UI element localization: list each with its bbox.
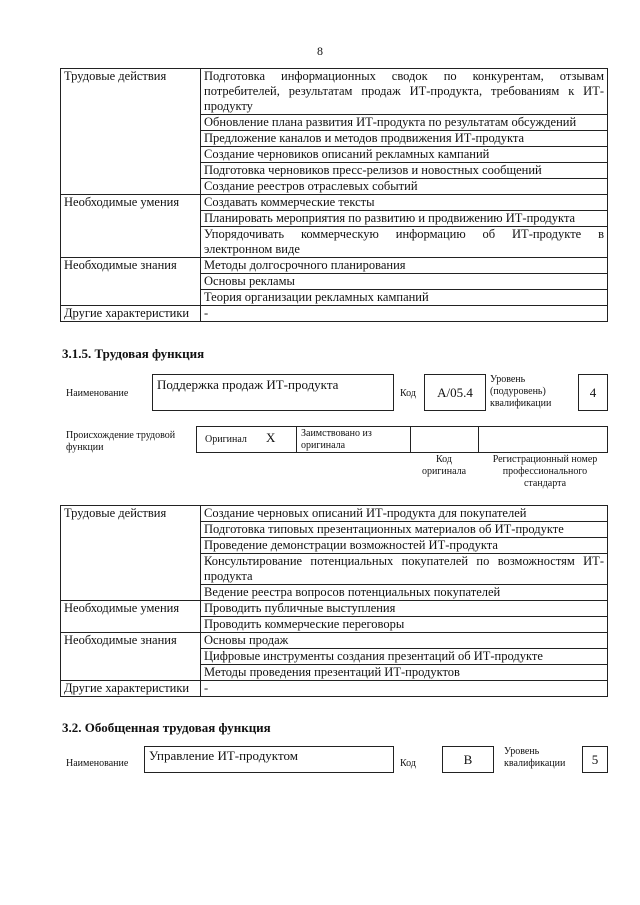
level-label: Уровень (подуровень) квалификации bbox=[490, 374, 552, 409]
level-value-box-3-2 bbox=[582, 746, 608, 773]
section-heading-3-2: 3.2. Обобщенная трудовая функция bbox=[62, 720, 271, 735]
origin-divider-2 bbox=[410, 426, 411, 453]
row-item: Цифровые инструменты создания презентаций об ИТ-продукте bbox=[201, 649, 608, 665]
row-item: Основы рекламы bbox=[201, 274, 608, 290]
page-number: 8 bbox=[317, 44, 323, 58]
row-item: Методы проведения презентаций ИТ-продуктов bbox=[201, 665, 608, 681]
table-row bbox=[61, 601, 608, 617]
name-value-3-2: Управление ИТ-продуктом bbox=[149, 748, 298, 763]
row-item: - bbox=[201, 681, 608, 697]
table-row bbox=[61, 506, 608, 522]
table-row bbox=[61, 258, 608, 274]
row-label: Необходимые умения bbox=[61, 195, 201, 258]
row-item: Планировать мероприятия по развитию и продвижению ИТ-продукта bbox=[201, 211, 608, 227]
row-item: Основы продаж bbox=[201, 633, 608, 649]
row-item: Предложение каналов и методов продвижения ИТ-продукта bbox=[201, 131, 608, 147]
table-row bbox=[61, 633, 608, 649]
origin-code-caption: Код оригинала bbox=[421, 454, 467, 477]
row-item: Создавать коммерческие тексты bbox=[201, 195, 608, 211]
row-label: Другие характеристики bbox=[61, 681, 201, 697]
table-row bbox=[61, 195, 608, 211]
code-label-3-2: Код bbox=[400, 758, 416, 769]
row-label: Необходимые умения bbox=[61, 601, 201, 633]
row-item: Теория организации рекламных кампаний bbox=[201, 290, 608, 306]
name-label: Наименование bbox=[66, 388, 129, 399]
row-item: Обновление плана развития ИТ-продукта по результатам обсуждений bbox=[201, 115, 608, 131]
origin-label: Происхождение трудовой функции bbox=[66, 430, 176, 453]
row-item: Методы долгосрочного планирования bbox=[201, 258, 608, 274]
code-value: A/05.4 bbox=[437, 385, 473, 400]
level-value-3-2: 5 bbox=[591, 752, 599, 767]
code-label: Код bbox=[400, 388, 416, 399]
row-item: Проводить публичные выступления bbox=[201, 601, 608, 617]
code-value-box-3-2 bbox=[442, 746, 494, 773]
row-item: Создание черновых описаний ИТ-продукта для покупателей bbox=[201, 506, 608, 522]
name-value-box bbox=[152, 374, 394, 411]
row-item: Проведение демонстрации возможностей ИТ-продукта bbox=[201, 538, 608, 554]
code-value-3-2: B bbox=[463, 752, 473, 767]
name-value: Поддержка продаж ИТ-продукта bbox=[157, 377, 339, 392]
borrowed-label: Заимствовано из оригинала bbox=[301, 428, 372, 451]
row-label: Другие характеристики bbox=[61, 306, 201, 322]
row-item: Проводить коммерческие переговоры bbox=[201, 617, 608, 633]
row-item: Подготовка типовых презентационных материалов об ИТ-продукте bbox=[201, 522, 608, 538]
row-label: Необходимые знания bbox=[61, 633, 201, 681]
row-item: Подготовка черновиков пресс-релизов и новостных сообщений bbox=[201, 163, 608, 179]
row-label: Трудовые действия bbox=[61, 506, 201, 601]
origin-divider-3 bbox=[478, 426, 479, 453]
row-item: Упорядочивать коммерческую информацию об ИТ-продукте в электронном виде bbox=[201, 227, 608, 258]
row-item: Консультирование потенциальных покупателей по возможностям ИТ-продукта bbox=[201, 554, 608, 585]
labor-function-table-2 bbox=[60, 505, 608, 697]
row-item: Подготовка информационных сводок по конкурентам, отзывам потребителей, результатам продаж ИТ-продукта, требованиям к ИТ-продукту bbox=[201, 69, 608, 115]
table-row bbox=[61, 69, 608, 115]
level-value: 4 bbox=[589, 385, 597, 400]
table-row bbox=[61, 306, 608, 322]
level-value-box bbox=[578, 374, 608, 411]
name-value-box-3-2 bbox=[144, 746, 394, 773]
name-label-3-2: Наименование bbox=[66, 758, 129, 769]
labor-function-table-1 bbox=[60, 68, 608, 322]
table-row bbox=[61, 681, 608, 697]
origin-row bbox=[196, 426, 608, 453]
row-item: Ведение реестра вопросов потенциальных покупателей bbox=[201, 585, 608, 601]
section-heading-3-1-5: 3.1.5. Трудовая функция bbox=[62, 346, 205, 361]
origin-divider-1 bbox=[296, 426, 297, 453]
code-value-box bbox=[424, 374, 486, 411]
row-item: - bbox=[201, 306, 608, 322]
reg-number-caption: Регистрационный номер профессионального стандарта bbox=[492, 454, 598, 489]
row-label: Трудовые действия bbox=[61, 69, 201, 195]
original-mark: X bbox=[266, 430, 276, 445]
level-label-3-2: Уровень квалификации bbox=[504, 746, 566, 769]
row-item: Создание реестров отраслевых событий bbox=[201, 179, 608, 195]
row-label: Необходимые знания bbox=[61, 258, 201, 306]
row-item: Создание черновиков описаний рекламных кампаний bbox=[201, 147, 608, 163]
original-label: Оригинал bbox=[205, 434, 247, 445]
